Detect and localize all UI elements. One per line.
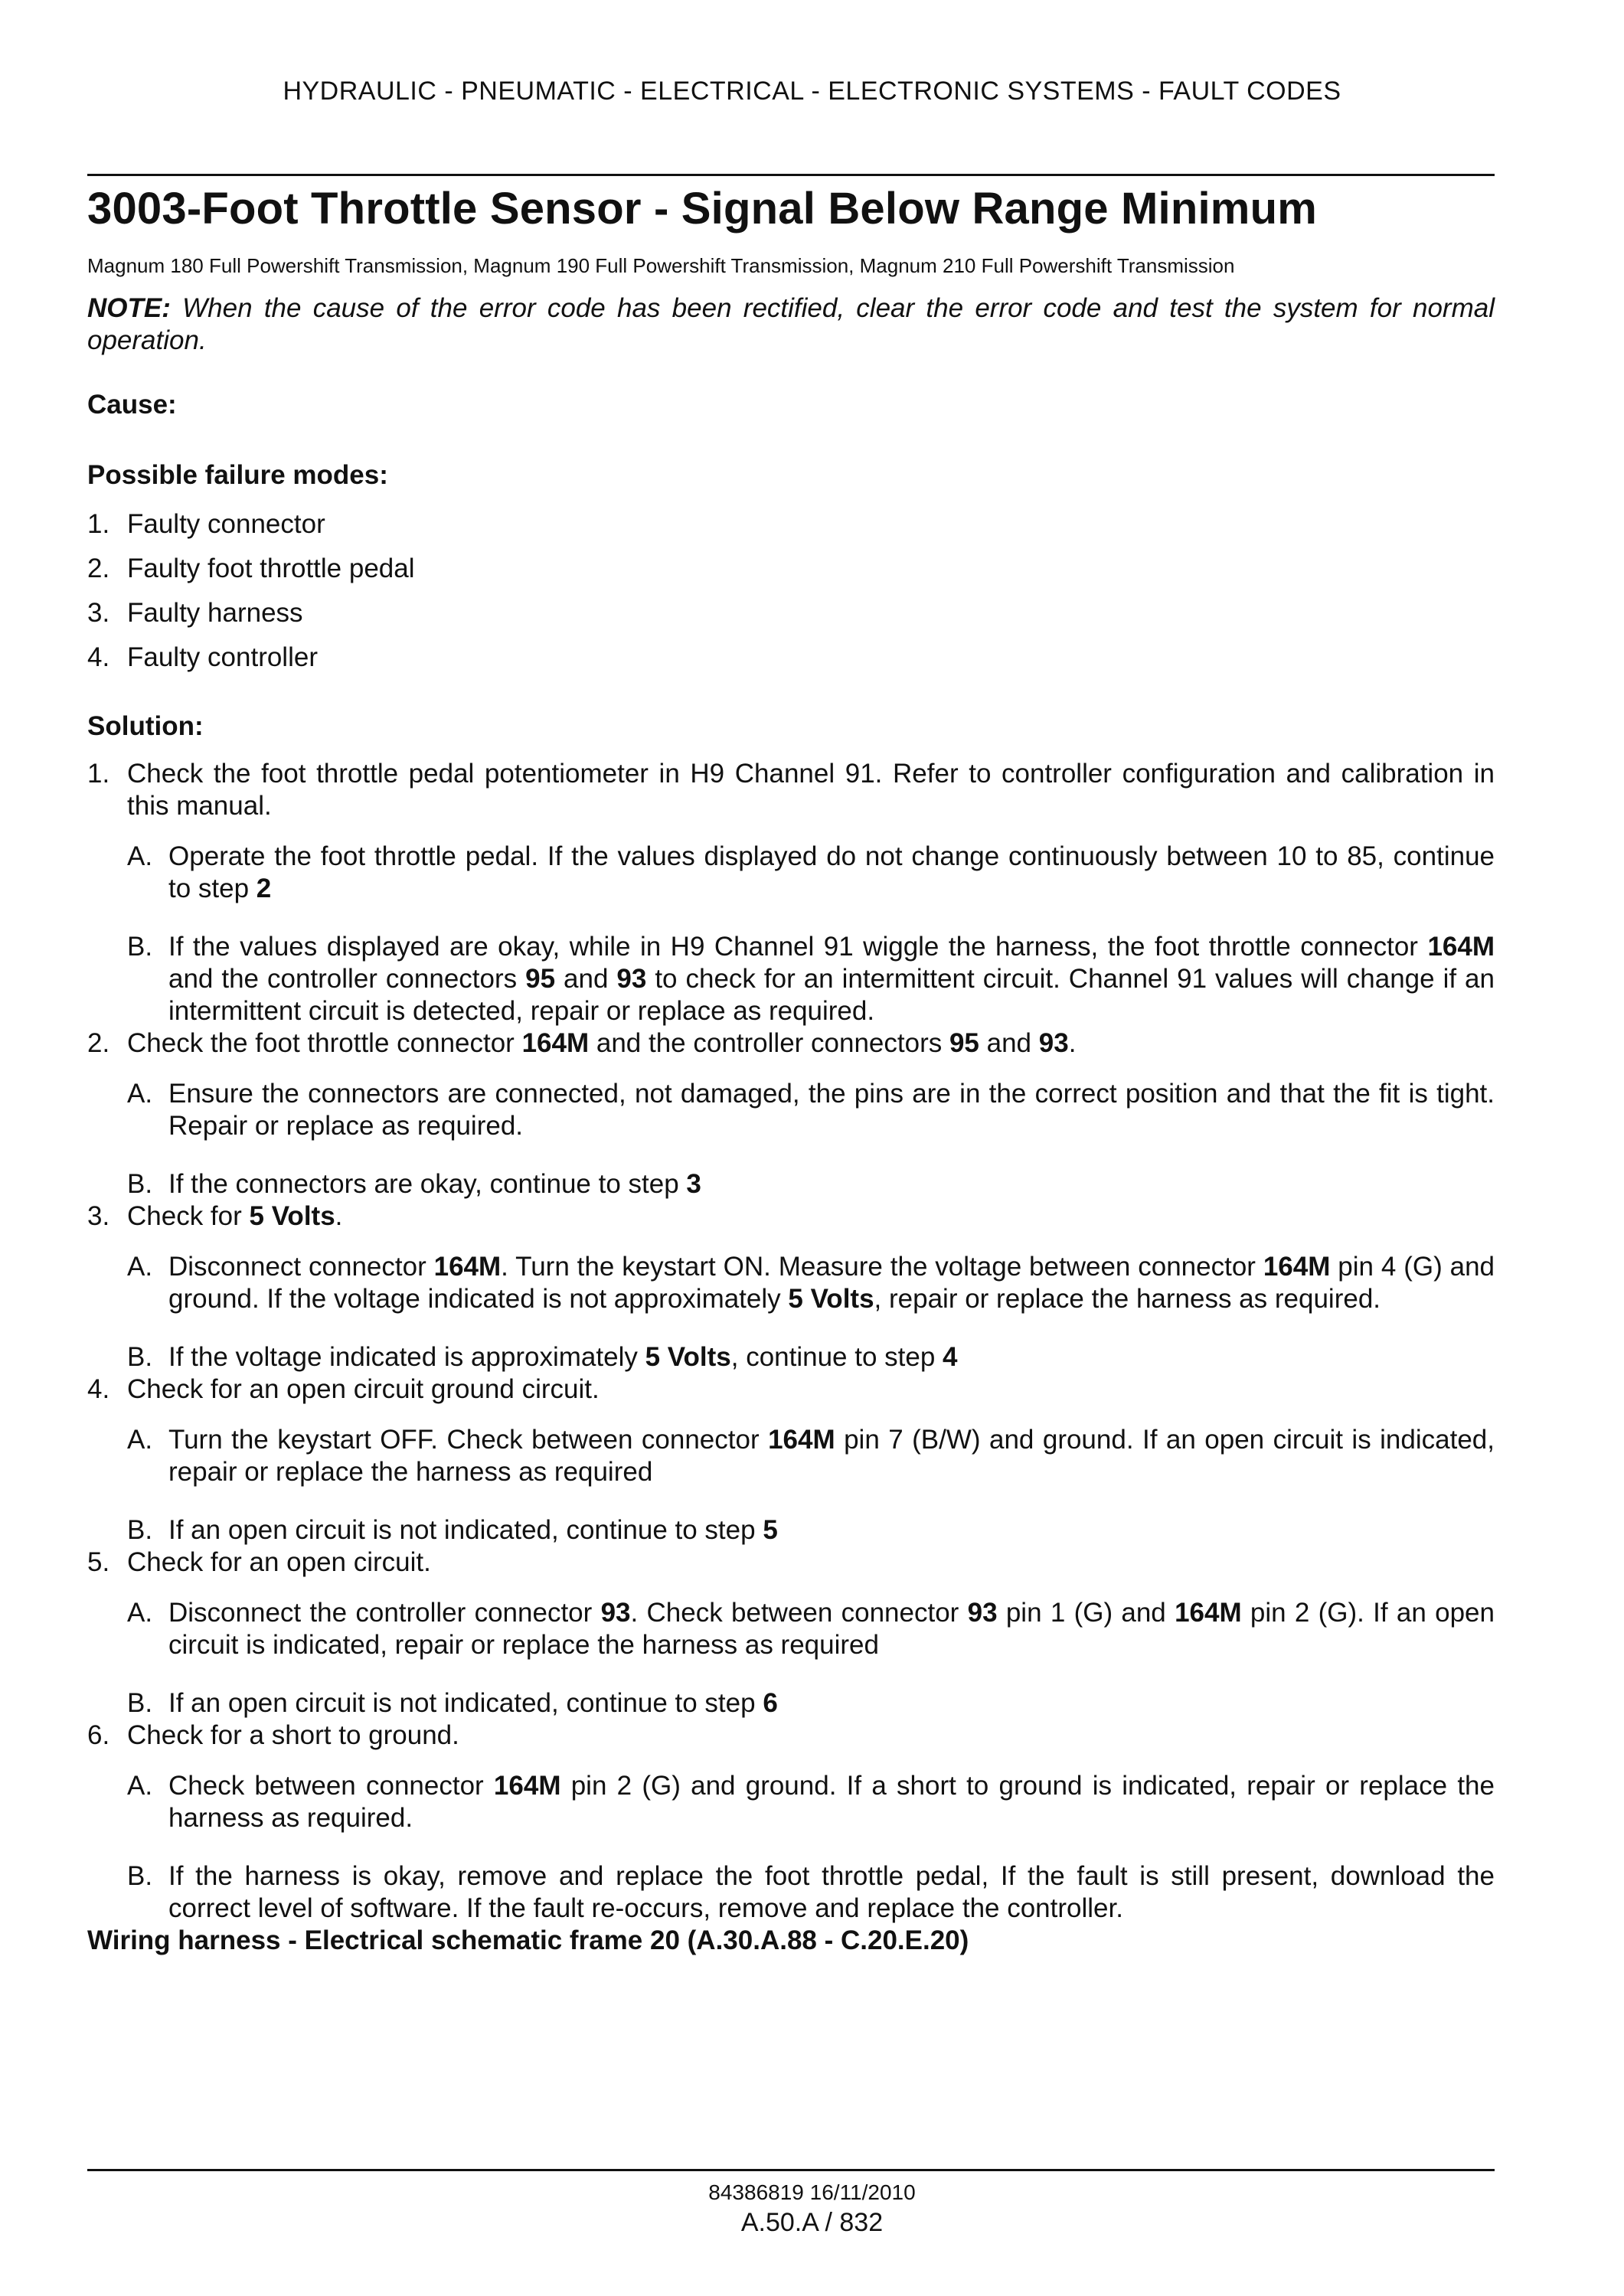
solution-step	[87, 1373, 1495, 1406]
sub-step-letter: A.	[127, 1425, 153, 1455]
sub-step	[87, 1860, 1495, 1925]
step-text: and	[979, 1028, 1039, 1058]
step-text: to check for an intermittent circuit. Channel 91 values will change if an intermittent circuit is detected, repair or replace as required.	[168, 964, 1495, 1026]
failure-modes-heading: Possible failure modes:	[87, 460, 388, 490]
note	[87, 292, 1495, 357]
list-item	[87, 553, 1495, 585]
sub-step	[87, 1770, 1495, 1834]
list-number: 2.	[87, 554, 110, 583]
bold-term: 93	[600, 1598, 631, 1628]
footer-rule	[87, 2169, 1495, 2171]
step-text: . Check between connector	[630, 1598, 968, 1628]
step-text: , continue to step	[730, 1342, 943, 1372]
solution-step	[87, 1546, 1495, 1579]
list-item	[87, 642, 1495, 674]
document-reference: 84386819 16/11/2010	[708, 2180, 916, 2204]
sub-step	[87, 841, 1495, 905]
note-label: NOTE:	[87, 293, 171, 323]
sub-step	[87, 1687, 1495, 1720]
sub-step-letter: B.	[127, 1861, 153, 1891]
step-text: If an open circuit is not indicated, continue to step	[168, 1688, 763, 1718]
step-number: 3.	[87, 1201, 110, 1231]
header-rule	[87, 174, 1495, 176]
step-text: Check for an open circuit ground circuit.	[127, 1374, 600, 1404]
list-number: 1.	[87, 509, 110, 539]
step-text: Check for	[127, 1201, 250, 1231]
step-text: . Turn the keystart ON. Measure the voltage between connector	[501, 1252, 1263, 1282]
step-text: Check for a short to ground.	[127, 1720, 459, 1750]
list-number: 4.	[87, 642, 110, 672]
bold-term: 164M	[1175, 1598, 1242, 1628]
list-text: Faulty connector	[127, 509, 325, 539]
bold-term: 5 Volts	[249, 1201, 335, 1231]
step-text: Disconnect the controller connector	[168, 1598, 601, 1628]
step-number: 6.	[87, 1720, 110, 1750]
sub-step	[87, 1251, 1495, 1315]
step-text: .	[1068, 1028, 1077, 1058]
sub-step-letter: A.	[127, 1252, 153, 1282]
sub-step	[87, 1078, 1495, 1142]
solution-step	[87, 1027, 1495, 1060]
sub-step-letter: B.	[127, 1688, 153, 1718]
step-text: pin 4 (G) and ground. If the voltage indicated is not approximately	[168, 1252, 1495, 1314]
list-item	[87, 597, 1495, 629]
page-content	[87, 182, 1495, 1957]
step-text: Check between connector	[168, 1771, 494, 1801]
sub-step-letter: B.	[127, 1515, 153, 1545]
bold-term: 5 Volts	[788, 1284, 874, 1314]
step-text: and	[555, 964, 617, 994]
bold-term: 3	[686, 1169, 701, 1199]
bold-term: 95	[949, 1028, 979, 1058]
bold-term: 164M	[768, 1425, 835, 1455]
sub-step-letter: A.	[127, 1598, 153, 1628]
step-text: Turn the keystart OFF. Check between connector	[168, 1425, 769, 1455]
sub-step-letter: A.	[127, 1771, 153, 1801]
bold-term: 93	[1038, 1028, 1069, 1058]
step-text: If the voltage indicated is approximately	[168, 1342, 645, 1372]
sub-step-letter: B.	[127, 1169, 153, 1199]
bold-term: 6	[763, 1688, 778, 1718]
step-text: and the controller connectors	[168, 964, 526, 994]
step-number: 1.	[87, 759, 110, 789]
sub-step-letter: B.	[127, 932, 153, 962]
sub-step	[87, 931, 1495, 1027]
sub-step	[87, 1597, 1495, 1661]
list-text: Faulty controller	[127, 642, 318, 672]
step-text: If the values displayed are okay, while in H9 Channel 91 wiggle the harness, the foot throttle connector	[168, 932, 1428, 962]
bold-term: 95	[525, 964, 556, 994]
solution-steps	[87, 758, 1495, 1925]
list-text: Faulty harness	[127, 598, 303, 628]
bold-term: 93	[616, 964, 647, 994]
step-text: Disconnect connector	[168, 1252, 434, 1282]
failure-modes-list	[87, 508, 1495, 674]
sub-step-letter: A.	[127, 1079, 153, 1109]
step-text: pin 2 (G). If an open circuit is indicated, repair or replace the harness as required	[168, 1598, 1495, 1660]
bold-term: 164M	[1263, 1252, 1331, 1282]
step-text: Check the foot throttle pedal potentiometer in H9 Channel 91. Refer to controller configuration and calibration in this manual.	[127, 759, 1495, 821]
solution-step	[87, 1720, 1495, 1752]
step-number: 4.	[87, 1374, 110, 1404]
step-number: 2.	[87, 1028, 110, 1058]
step-text: pin 2 (G) and ground. If a short to ground is indicated, repair or replace the harness as required.	[168, 1771, 1495, 1833]
list-item	[87, 508, 1495, 541]
sub-step	[87, 1168, 1495, 1200]
sub-step-letter: A.	[127, 841, 153, 871]
step-text: If the harness is okay, remove and replace the foot throttle pedal, If the fault is still present, download the correct level of software. If the fault re-occurs, remove and replace the controller.	[168, 1861, 1495, 1923]
step-text: , repair or replace the harness as required.	[874, 1284, 1381, 1314]
step-text: Ensure the connectors are connected, not damaged, the pins are in the correct position and that the fit is tight. Repair or replace as required.	[168, 1079, 1495, 1141]
step-text: If an open circuit is not indicated, continue to step	[168, 1515, 763, 1545]
sub-step	[87, 1341, 1495, 1373]
solution-step	[87, 758, 1495, 822]
list-text: Faulty foot throttle pedal	[127, 554, 415, 583]
wiring-harness-reference[interactable]: Wiring harness - Electrical schematic frame 20 (A.30.A.88 - C.20.E.20)	[87, 1925, 969, 1955]
running-header: HYDRAULIC - PNEUMATIC - ELECTRICAL - ELECTRONIC SYSTEMS - FAULT CODES	[283, 77, 1341, 106]
bold-term: 164M	[493, 1771, 561, 1801]
step-number: 5.	[87, 1547, 110, 1577]
cause-heading: Cause:	[87, 390, 177, 420]
step-text: Check the foot throttle connector	[127, 1028, 522, 1058]
bold-term: 164M	[1427, 932, 1495, 962]
list-number: 3.	[87, 598, 110, 628]
step-text: .	[335, 1201, 343, 1231]
sub-step	[87, 1514, 1495, 1546]
bold-term: 5	[763, 1515, 778, 1545]
step-text: pin 7 (B/W) and ground. If an open circuit is indicated, repair or replace the harness as required	[168, 1425, 1495, 1487]
solution-step	[87, 1200, 1495, 1233]
note-text: When the cause of the error code has been rectified, clear the error code and test the system for normal operation.	[87, 293, 1495, 355]
bold-term: 164M	[433, 1252, 502, 1282]
bold-term: 5 Volts	[645, 1342, 731, 1372]
sub-step	[87, 1424, 1495, 1488]
page-title: 3003-Foot Throttle Sensor - Signal Below Range Minimum	[87, 184, 1317, 234]
step-text: pin 1 (G) and	[997, 1598, 1175, 1628]
step-text: Check for an open circuit.	[127, 1547, 431, 1577]
bold-term: 93	[967, 1598, 998, 1628]
sub-step-letter: B.	[127, 1342, 153, 1372]
step-text: If the connectors are okay, continue to step	[168, 1169, 687, 1199]
solution-heading: Solution:	[87, 711, 204, 741]
page-number: A.50.A / 832	[740, 2208, 884, 2237]
bold-term: 164M	[521, 1028, 590, 1058]
step-text: Operate the foot throttle pedal. If the values displayed do not change continuously between 10 to 85, continue to step	[168, 841, 1495, 903]
bold-term: 2	[256, 874, 272, 903]
bold-term: 4	[943, 1342, 958, 1372]
model-applicability: Magnum 180 Full Powershift Transmission, Magnum 190 Full Powershift Transmission, Magnum 210 Full Powershift Transmission	[87, 254, 1235, 277]
step-text: and the controller connectors	[589, 1028, 949, 1058]
